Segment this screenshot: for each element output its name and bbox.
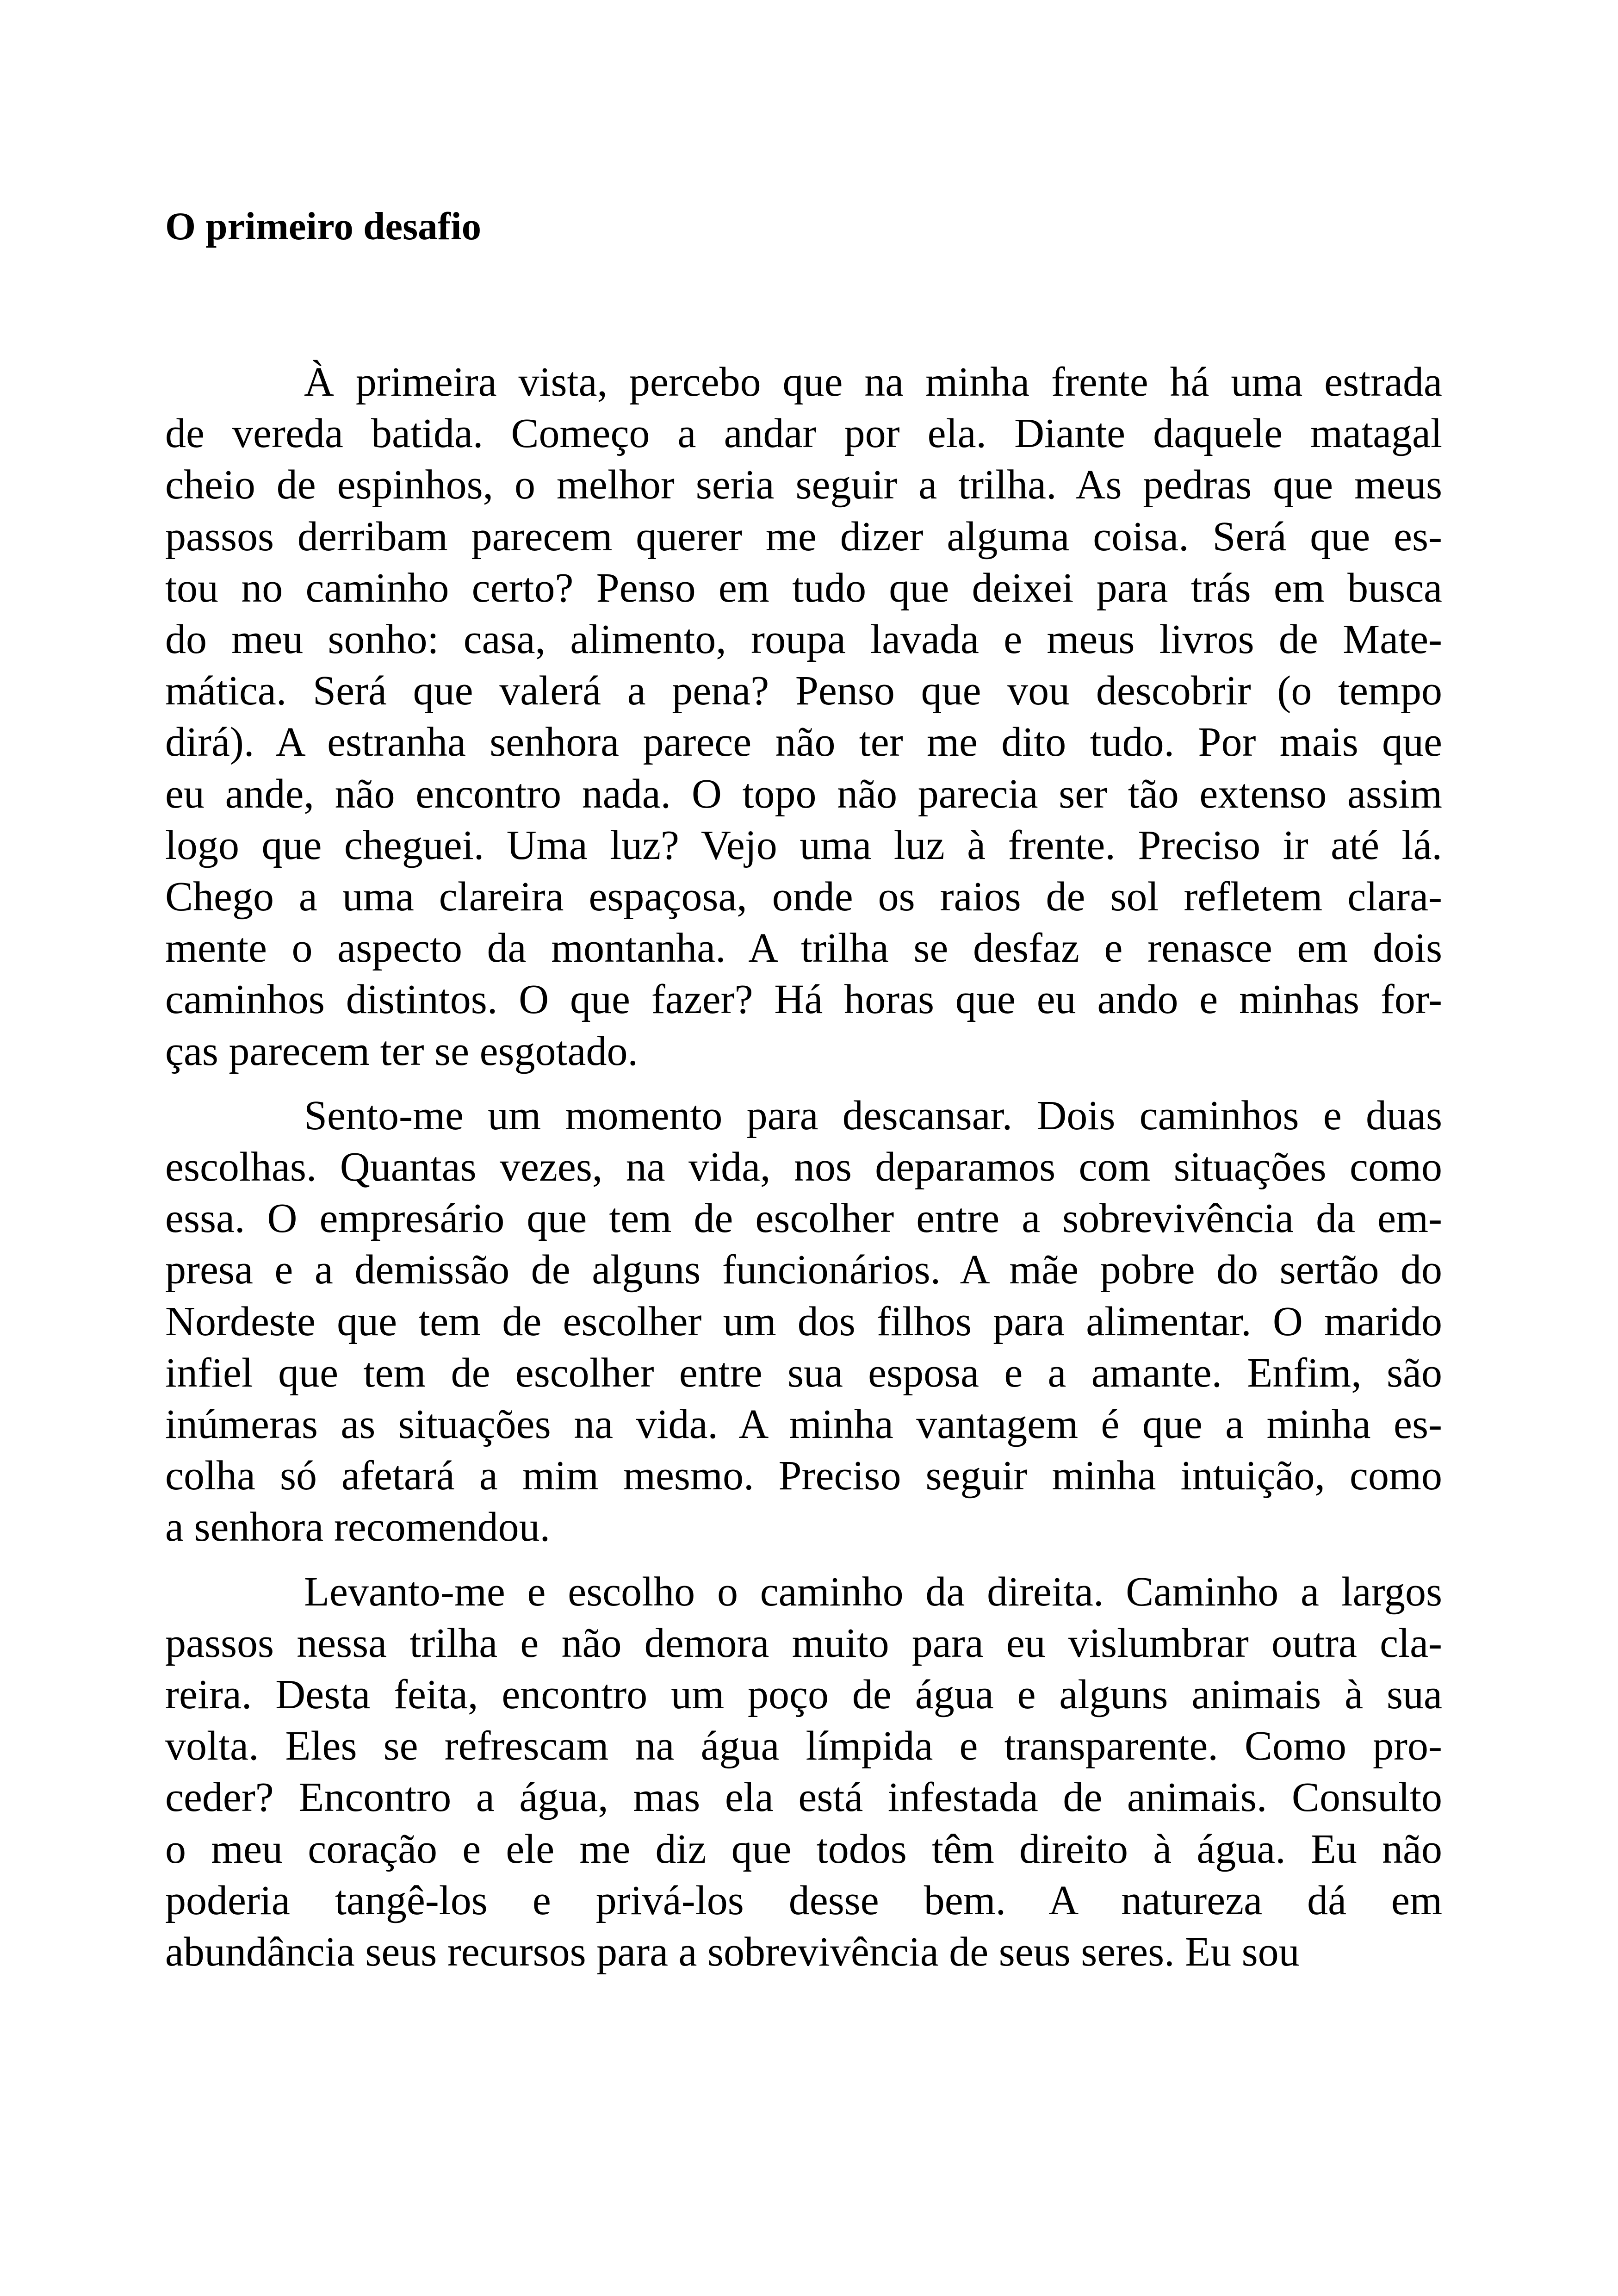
text-line: do meu sonho: casa, alimento, roupa lavada e meus livros de Mate- xyxy=(165,616,1442,663)
text-line: dirá). A estranha senhora parece não ter me dito tudo. Por mais que xyxy=(165,719,1442,765)
text-line: ças parecem ter se esgotado. xyxy=(165,1028,638,1074)
text-line: Levanto-me e escolho o caminho da direita. Caminho a largos xyxy=(304,1568,1442,1615)
text-line: passos nessa trilha e não demora muito para eu vislumbrar outra cla- xyxy=(165,1620,1442,1666)
text-line: volta. Eles se refrescam na água límpida e transparente. Como pro- xyxy=(165,1723,1442,1769)
text-line: eu ande, não encontro nada. O topo não parecia ser tão extenso assim xyxy=(165,771,1442,817)
text-line: presa e a demissão de alguns funcionários. A mãe pobre do sertão do xyxy=(165,1247,1442,1293)
text-line: reira. Desta feita, encontro um poço de água e alguns animais à sua xyxy=(165,1672,1442,1718)
text-line: o meu coração e ele me diz que todos têm direito à água. Eu não xyxy=(165,1826,1442,1872)
text-line: infiel que tem de escolher entre sua esposa e a amante. Enfim, são xyxy=(165,1350,1442,1396)
text-line: caminhos distintos. O que fazer? Há horas que eu ando e minhas for- xyxy=(165,977,1442,1023)
text-line: Sento-me um momento para descansar. Dois caminhos e duas xyxy=(304,1092,1442,1139)
text-line: mente o aspecto da montanha. A trilha se desfaz e renasce em dois xyxy=(165,925,1442,971)
text-line: passos derribam parecem querer me dizer alguma coisa. Será que es- xyxy=(165,513,1442,560)
text-line: inúmeras as situações na vida. A minha vantagem é que a minha es- xyxy=(165,1401,1442,1448)
text-line: a senhora recomendou. xyxy=(165,1504,551,1550)
text-line: logo que cheguei. Uma luz? Vejo uma luz à frente. Preciso ir até lá. xyxy=(165,822,1442,868)
chapter-title: O primeiro desafio xyxy=(165,205,482,248)
text-line: tou no caminho certo? Penso em tudo que deixei para trás em busca xyxy=(165,565,1442,611)
text-line: mática. Será que valerá a pena? Penso que vou descobrir (o tempo xyxy=(165,668,1442,714)
text-line: Chego a uma clareira espaçosa, onde os raios de sol refletem clara- xyxy=(165,874,1442,920)
text-line: de vereda batida. Começo a andar por ela. Diante daquele matagal xyxy=(165,411,1442,457)
text-line: poderia tangê-los e privá-los desse bem. A natureza dá em xyxy=(165,1877,1442,1923)
text-line: Nordeste que tem de escolher um dos filhos para alimentar. O marido xyxy=(165,1298,1442,1344)
text-line: ceder? Encontro a água, mas ela está infestada de animais. Consulto xyxy=(165,1774,1442,1821)
body-text xyxy=(165,356,1442,1978)
text-line: abundância seus recursos para a sobrevivência de seus seres. Eu sou xyxy=(165,1929,1300,1975)
text-line: essa. O empresário que tem de escolher entre a sobrevivência da em- xyxy=(165,1195,1442,1242)
paragraph xyxy=(165,356,1442,1077)
paragraph xyxy=(165,1090,1442,1553)
text-line: cheio de espinhos, o melhor seria seguir a trilha. As pedras que meus xyxy=(165,462,1442,508)
text-line: À primeira vista, percebo que na minha frente há uma estrada xyxy=(304,359,1442,405)
paragraph xyxy=(165,1566,1442,1978)
text-line: escolhas. Quantas vezes, na vida, nos deparamos com situações como xyxy=(165,1144,1442,1190)
text-line: colha só afetará a mim mesmo. Preciso seguir minha intuição, como xyxy=(165,1453,1442,1499)
